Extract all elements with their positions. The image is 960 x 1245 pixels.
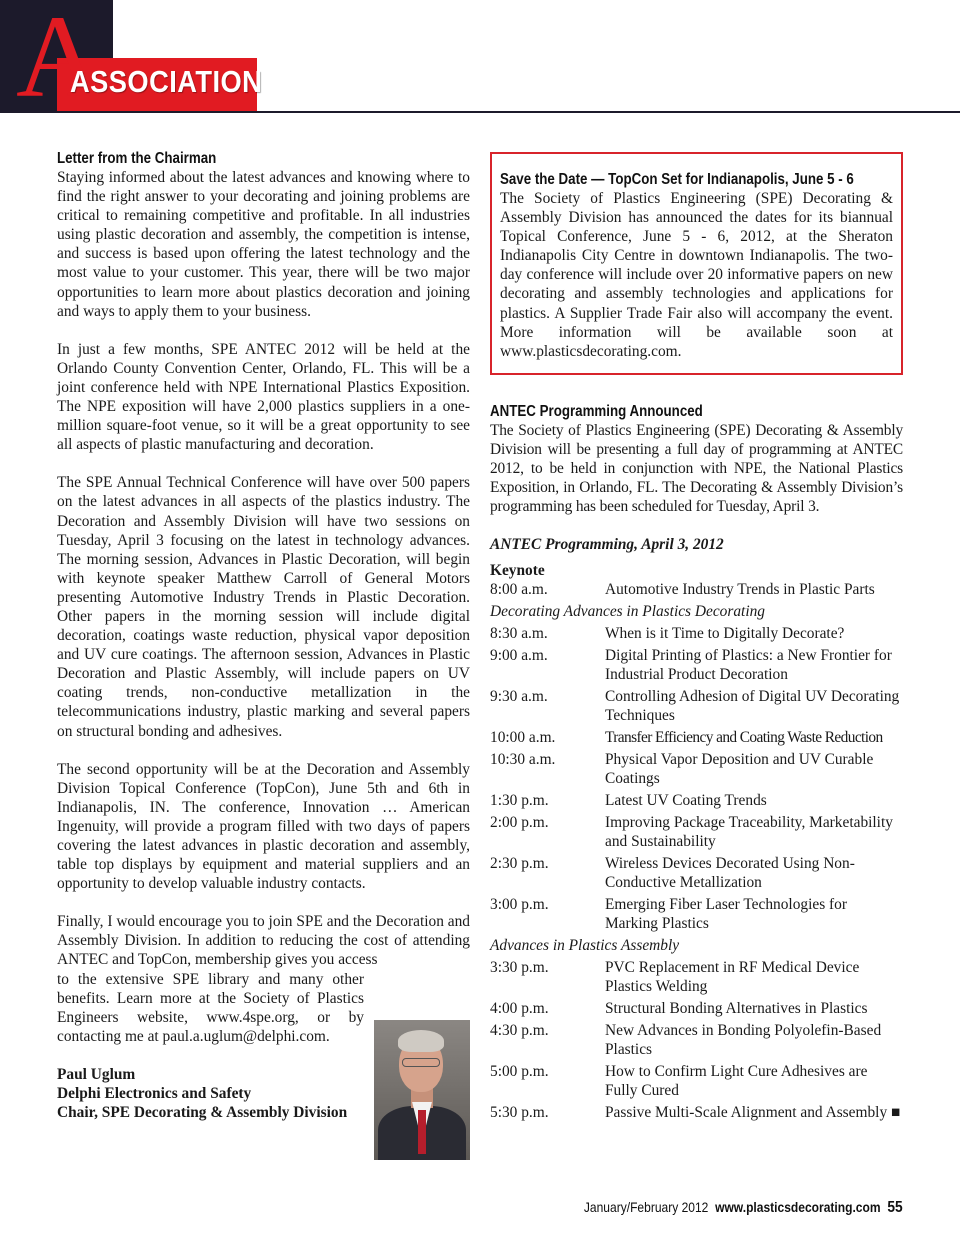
- schedule-time: 4:00 p.m.: [490, 1000, 549, 1018]
- chairman-photo: [374, 1020, 470, 1160]
- footer-url: www.plasticsdecorating.com: [715, 1199, 881, 1215]
- closing-wrap-zone: [57, 970, 470, 1122]
- letter-paragraph: The SPE Annual Technical Conference will have over 500 papers on the latest advances in all aspects of the plastics industry. The Decoration and Assembly Division will have two sessions on Tuesday, April 3 focusing on the latest in technology advances. The morning session, Advances in Plastic Decoration, will begin with keynote speaker Matthew Carroll of General Motors presenting Automotive Industry Trends in Plastic Decoration. Other papers in the morning session will include digital decoration, coatings waste reduction, physical vapor deposition and UV cure coatings. The afternoon session, Advances in Plastic Decoration and Plastic Assembly, will include papers on UV coating trends, non-conductive metallization in the telecommunications industry, plastic marking and several papers on structural bonding and adhesives.: [57, 474, 470, 740]
- schedule-row: [490, 1062, 903, 1100]
- schedule-title-item: Physical Vapor Deposition and UV Curable Coatings: [605, 751, 874, 788]
- schedule-title-item: Controlling Adhesion of Digital UV Decorating Techniques: [605, 688, 900, 725]
- save-date-body: The Society of Plastics Engineering (SPE) Decorating & Assembly Division has announced the dates for its biannual Topical Conference, June 5 - 6, 2012, at the Sheraton Indianapolis City Centre in downtown Indianapolis. The two-day conference will include over 20 informative papers on new decorating and assembly technologies and applications for plastics. A Supplier Trade Fair also will accompany the event. More information will be available soon at www.plasticsdecorating.com.: [500, 190, 893, 360]
- schedule-time: 5:00 p.m.: [490, 1063, 549, 1081]
- schedule-time: 2:00 p.m.: [490, 814, 549, 832]
- schedule-title-item: Transfer Efficiency and Coating Waste Reduction: [605, 729, 883, 747]
- schedule-row: [490, 1103, 903, 1122]
- schedule-time: 3:30 p.m.: [490, 959, 549, 977]
- schedule-title-item: Passive Multi-Scale Alignment and Assembly ■: [605, 1104, 901, 1122]
- schedule-title-item: Emerging Fiber Laser Technologies for Marking Plastics: [605, 896, 847, 933]
- schedule-title-item: Automotive Industry Trends in Plastic Parts: [605, 581, 875, 599]
- signature-company: Delphi Electronics and Safety: [57, 1084, 252, 1102]
- letter-paragraph: In just a few months, SPE ANTEC 2012 will be held at the Orlando County Convention Center, Orlando, FL. This will be a joint conference held with NPE International Plastics Exposition. The NPE exposition will have 2,000 plastics suppliers in a one-million square-foot venue, so it will be a great opportunity to see all aspects of plastic manufacturing and decoration.: [57, 340, 470, 454]
- section-logo-letter: A: [16, 0, 102, 122]
- letter-paragraph: Staying informed about the latest advances and knowing where to find the right answer to your decorating and joining problems are critical to remaining competitive and profitable. In all industries using plastic decoration and assembly, the competition is intense, and success is based upon offering the latest technology and the most value to your customer. This year, there will be two major opportunities to learn more about plastics decoration and joining and ways to apply them to your business.: [57, 169, 470, 320]
- schedule-title: ANTEC Programming, April 3, 2012: [490, 536, 724, 554]
- section-title: ASSOCIATION: [70, 64, 263, 99]
- schedule-time: 8:30 a.m.: [490, 625, 548, 643]
- schedule-row: [490, 958, 903, 996]
- schedule-title-item: New Advances in Bonding Polyolefin-Based Plastics: [605, 1022, 882, 1059]
- save-date-headline: Save the Date — TopCon Set for Indianapolis, June 5 - 6: [500, 171, 854, 188]
- schedule-title-item: Digital Printing of Plastics: a New Frontier for Industrial Product Decoration: [605, 647, 892, 684]
- schedule-section-heading: Decorating Advances in Plastics Decorating: [490, 603, 765, 621]
- schedule-time: 4:30 p.m.: [490, 1022, 549, 1040]
- schedule-time: 8:00 a.m.: [490, 581, 548, 599]
- letter-closing-paragraph: Finally, I would encourage you to join SPE and the Decoration and Assembly Division. In addition to reducing the cost of attending ANTEC and TopCon, membership gives you access: [57, 913, 470, 969]
- save-the-date-box: [490, 152, 903, 375]
- letter-column: [57, 150, 470, 1122]
- letter-paragraph: The second opportunity will be at the Decoration and Assembly Division Topical Conference (TopCon), June 5th and 6th in Indianapolis, IN. The conference, Innovation … American Ingenuity, will provide a program filled with two days of papers covering the latest advances in plastic decoration and assembly, table top displays by equipment and material suppliers and an opportunity to develop valuable industry contacts.: [57, 760, 470, 893]
- schedule-title-item: Structural Bonding Alternatives in Plastics: [605, 1000, 868, 1018]
- schedule-row: [490, 750, 903, 788]
- antec-body: The Society of Plastics Engineering (SPE) Decorating & Assembly Division will be presenting a full day of programming at ANTEC 2012, to be held in conjunction with NPE, the National Plastics Exposition, in Orlando, FL. The Decorating & Assembly Division’s programming has been scheduled for Tuesday, April 3.: [490, 421, 903, 516]
- schedule-title-item: Wireless Devices Decorated Using Non-Conductive Metallization: [605, 855, 855, 892]
- page-number: 55: [887, 1199, 903, 1216]
- signature-name: Paul Uglum: [57, 1065, 136, 1083]
- schedule-row: [490, 646, 903, 684]
- schedule-row: [490, 854, 903, 892]
- footer-issue: January/February 2012: [584, 1199, 709, 1215]
- schedule-title-item: PVC Replacement in RF Medical Device Plastics Welding: [605, 959, 860, 996]
- schedule-time: 2:30 p.m.: [490, 855, 549, 873]
- schedule-time: 1:30 p.m.: [490, 792, 549, 810]
- schedule-row: [490, 895, 903, 933]
- schedule-time: 9:30 a.m.: [490, 688, 548, 706]
- schedule-time: 5:30 p.m.: [490, 1104, 549, 1122]
- keynote-label: Keynote: [490, 562, 545, 580]
- schedule-title-item: Improving Package Traceability, Marketability and Sustainability: [605, 814, 893, 851]
- news-column: [490, 152, 903, 1125]
- schedule-time: 3:00 p.m.: [490, 896, 549, 914]
- schedule-row: [490, 1021, 903, 1059]
- schedule-title-item: Latest UV Coating Trends: [605, 792, 767, 810]
- schedule-section-heading: Advances in Plastics Assembly: [490, 937, 680, 955]
- schedule-row: [490, 728, 903, 747]
- header-rule: [0, 111, 960, 113]
- schedule-row: [490, 813, 903, 851]
- schedule-time: 10:30 a.m.: [490, 751, 556, 769]
- schedule-row: [490, 791, 903, 810]
- schedule-time: 9:00 a.m.: [490, 647, 548, 665]
- schedule-title-item: When is it Time to Digitally Decorate?: [605, 625, 845, 643]
- signature-title: Chair, SPE Decorating & Assembly Division: [57, 1103, 348, 1121]
- schedule-row: [490, 624, 903, 643]
- antec-section: [490, 403, 903, 1122]
- schedule-row: [490, 687, 903, 725]
- page-footer: [584, 1199, 903, 1217]
- schedule-title-item: How to Confirm Light Cure Adhesives are Fully Cured: [605, 1063, 868, 1100]
- letter-headline: Letter from the Chairman: [57, 150, 217, 167]
- letter-closing-continued: to the extensive SPE library and many other benefits. Learn more at the Society of Plastics Engineers website, www.4spe.org, or by contacting me at paul.a.uglum@delphi.com.: [57, 970, 364, 1045]
- schedule-time: 10:00 a.m.: [490, 729, 556, 747]
- schedule-row: [490, 580, 903, 599]
- antec-headline: ANTEC Programming Announced: [490, 402, 703, 420]
- schedule-row: [490, 999, 903, 1018]
